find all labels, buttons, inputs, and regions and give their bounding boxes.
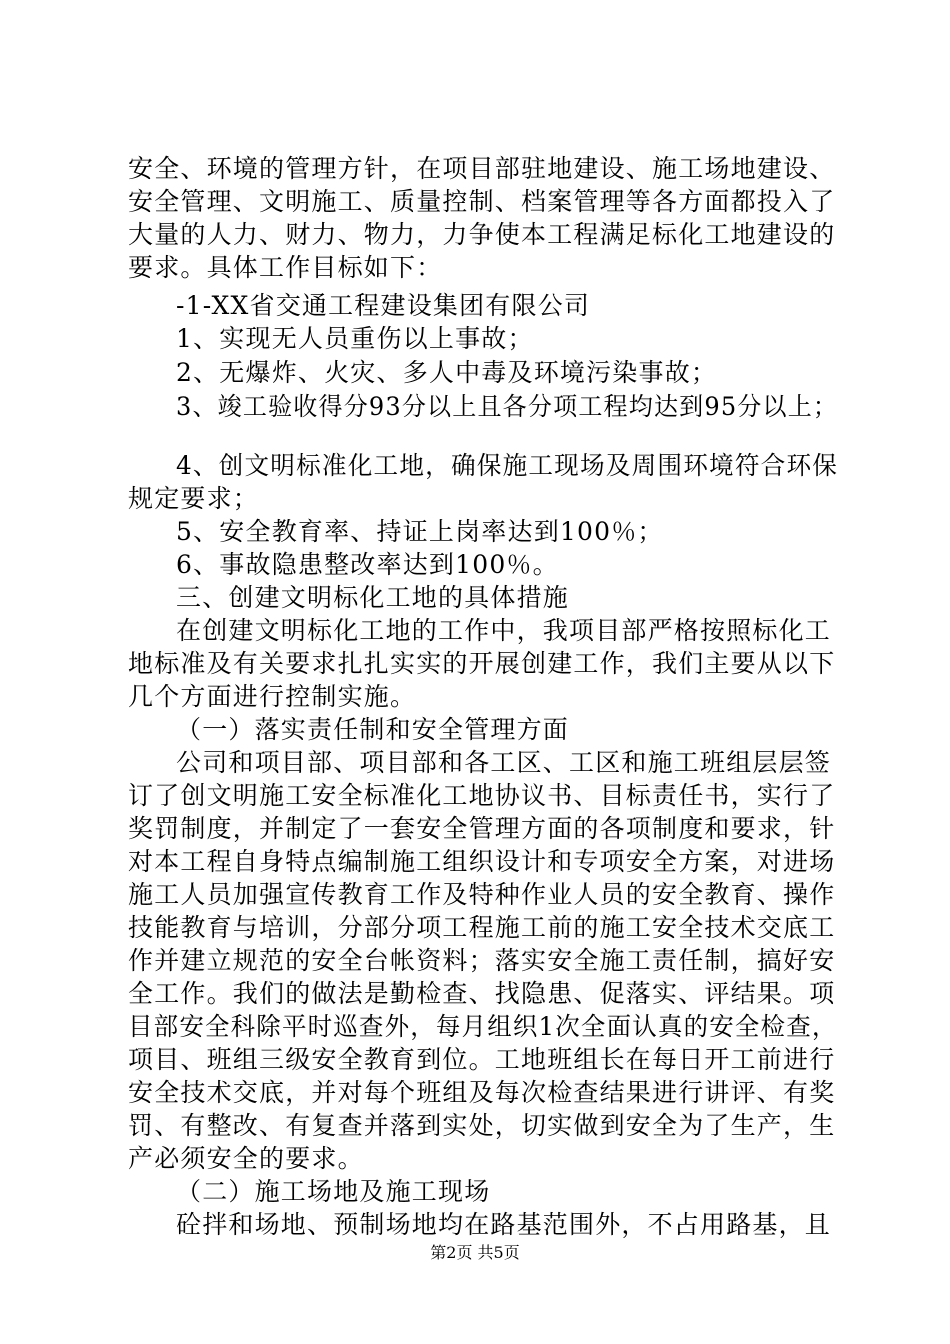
text-line: 4、创文明标准化工地，确保施工现场及周围环境符合环保	[176, 451, 839, 480]
text-line: 5、安全教育率、持证上岗率达到100％；	[176, 517, 664, 546]
text-line: 3、竣工验收得分93分以上且各分项工程均达到95分以上；	[176, 392, 839, 421]
text-line: 项目、班组三级安全教育到位。工地班组长在每日开工前进行	[128, 1045, 836, 1074]
text-line: 作并建立规范的安全台帐资料；落实安全施工责任制，搞好安	[128, 946, 836, 975]
text-line: 砼拌和场地、预制场地均在路基范围外，不占用路基，且	[176, 1210, 832, 1239]
text-line: 目部安全科除平时巡查外，每月组织1次全面认真的安全检查，	[128, 1012, 838, 1041]
text-line: 施工人员加强宣传教育工作及特种作业人员的安全教育、操作	[128, 880, 836, 909]
text-line: 对本工程自身特点编制施工组织设计和专项安全方案，对进场	[128, 847, 836, 876]
text-line: 罚、有整改、有复查并落到实处，切实做到安全为了生产，生	[128, 1111, 836, 1140]
text-line: 订了创文明施工安全标准化工地协议书、目标责任书，实行了	[128, 781, 836, 810]
text-line: 产必须安全的要求。	[128, 1144, 364, 1173]
text-line: 6、事故隐患整改率达到100％。	[176, 550, 559, 579]
subsection-heading: （一）落实责任制和安全管理方面	[176, 715, 570, 744]
text-line: 地标准及有关要求扎扎实实的开展创建工作，我们主要从以下	[128, 649, 836, 678]
text-line: 要求。具体工作目标如下：	[128, 253, 443, 282]
text-line: 大量的人力、财力、物力，力争使本工程满足标化工地建设的	[128, 220, 836, 249]
text-line: 安全技术交底，并对每个班组及每次检查结果进行讲评、有奖	[128, 1078, 836, 1107]
text-line: 1、实现无人员重伤以上事故；	[176, 324, 534, 353]
text-line: 技能教育与培训，分部分项工程施工前的施工安全技术交底工	[128, 913, 836, 942]
text-line: -1-XX省交通工程建设集团有限公司	[176, 291, 591, 320]
text-line: 安全管理、文明施工、质量控制、档案管理等各方面都投入了	[128, 187, 836, 216]
text-line: 2、无爆炸、火灾、多人中毒及环境污染事故；	[176, 358, 718, 387]
section-heading: 三、创建文明标化工地的具体措施	[176, 583, 570, 612]
text-line: 在创建文明标化工地的工作中，我项目部严格按照标化工	[176, 616, 832, 645]
subsection-heading: （二）施工场地及施工现场	[176, 1177, 491, 1206]
text-line: 公司和项目部、项目部和各工区、工区和施工班组层层签	[176, 748, 832, 777]
text-line: 全工作。我们的做法是勤检查、找隐患、促落实、评结果。项	[128, 979, 836, 1008]
text-line: 几个方面进行控制实施。	[128, 682, 417, 711]
text-line: 安全、环境的管理方针，在项目部驻地建设、施工场地建设、	[128, 154, 836, 183]
text-line: 规定要求；	[128, 484, 260, 513]
page-footer: 第2页 共5页	[430, 1243, 520, 1262]
text-line: 奖罚制度，并制定了一套安全管理方面的各项制度和要求，针	[128, 814, 836, 843]
